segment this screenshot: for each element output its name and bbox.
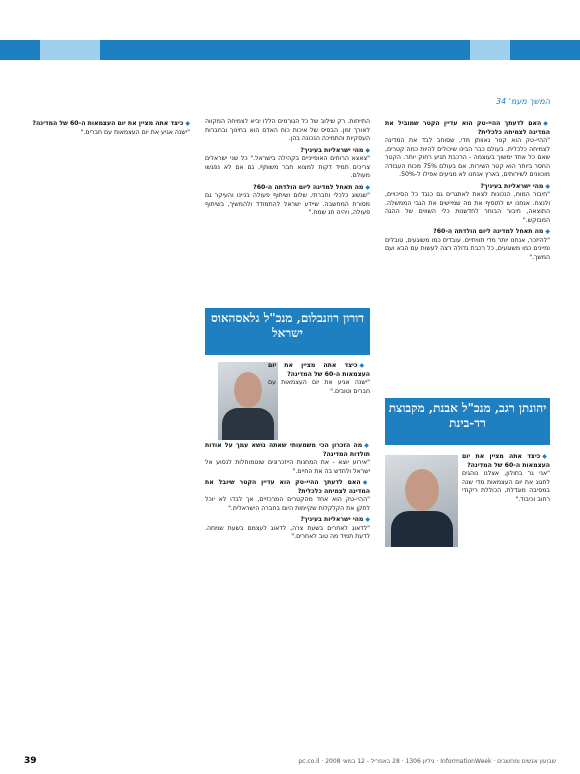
answer: "אירוע יוצא - את המחנות הייזכרונים שוטמוחלות לנסוע אל ישראל ולחדש בה את החיים." bbox=[205, 459, 370, 475]
far-left-column bbox=[25, 118, 190, 140]
right-column bbox=[385, 118, 550, 265]
question: ◆ האם לדעתך ההיי-טק הוא עדיין הקטר שמוביל את המדינה לצמיחה כלכלית? bbox=[385, 120, 550, 137]
question: ◆ כיצד אתה מציין את יום העצמאות ה-60 של המדינה? bbox=[268, 362, 370, 379]
question: ◆ מהי ישראליות בעיניך? bbox=[385, 183, 550, 192]
page-number: 39 bbox=[24, 756, 37, 766]
answer: "ישנה אגיע את יום העצמאות עם חברים." bbox=[80, 128, 190, 136]
answer: "להיזכר, אנחנו יותר מדי תוויתיים. עובדים כמו משוגעים, טובלים ומיינים כמו משוגעים, כל רכבת גדולה רצה לעשות עם הבא ועם המשך." bbox=[385, 236, 550, 261]
portrait-head bbox=[234, 372, 262, 408]
question: ◆ האם לדעתך ההיי-טק הוא עדיין הקטר שיובל את המדינה לצמיחה כלכלית? bbox=[205, 479, 370, 496]
portrait-body bbox=[222, 408, 274, 440]
answer: "ההיי-טק הוא קטר גאוותן מדי, שסוחב לבד את המדינה לצמיחה כלכלית. בעולם כבר הבינו שיכולים להיות כמה קטרים, שאם כל אחד ימשוך בעוצמה - הרכבת תגיע רחוק יותר. הקטר החסר ביותר הוא קטר השירות. אם בעולם 75% מכוח העבודה מוכוונים לשירותים, בארץ אנחנו לא מגיעים אפילו ל-50%. bbox=[385, 137, 550, 178]
profile-intro bbox=[268, 360, 370, 399]
top-bar-stripe bbox=[40, 40, 100, 60]
answer: "אני גר בחולון, אצלנו נוהגים לחגוג את יום העצמאות מדי שנה במסיבה מוגדלת, הכוללת ריקודי רחוב וכיבוד." bbox=[462, 470, 550, 503]
answer: "לדאוג לאחרים בשעת צרה, לדאוג לעצמם בשעת שמחה. לדעת תמיד מה טוב לאחרים." bbox=[205, 524, 370, 540]
answer: "ישנה אגיע את יום העצמאות עם חברים וטובים." bbox=[268, 379, 370, 395]
middle-column bbox=[205, 118, 370, 221]
answer: "שגשוג כלכלי וחברתי, שלום ושיתוף פעולה בניינו והעיקר גם מסורת המחשבה. שיידע ישראל להתמודד ולהמשיך, בשיתוף פעולה, ויהיה חג שמח." bbox=[205, 192, 370, 216]
portrait-body bbox=[391, 511, 453, 547]
portrait-photo bbox=[385, 455, 458, 547]
top-bar-stripe bbox=[470, 40, 510, 60]
question: ◆ כיצד אתה מציין את יום העצמאות ה-60 של המדינה? bbox=[25, 120, 190, 129]
profile-intro bbox=[462, 451, 550, 507]
portrait-head bbox=[405, 469, 439, 511]
top-color-bar bbox=[0, 40, 580, 60]
question: ◆ מה הזכרון הכי משמעותי שאתה נושא עמך על אודות תולדות המדינה? bbox=[205, 442, 370, 459]
footer-text: שבועון אנשים ומחשבים · InformationWeek · גיליון 1306 · 28 באפריל - 12 במאי 2008 · pc.co.il bbox=[298, 758, 556, 765]
answer: "חיבור המוח, הנכונות לצאת לאתגרים גם כנגד כל הסיכויים, ולנצח. אנחנו יש לתוסיף את מה שמיישים את הגבי הממשלה. התוצאה, חיבור הבוחר לחדשנות כלי השווים של ההגה המבוקש." bbox=[385, 191, 550, 224]
page-footer bbox=[24, 758, 556, 765]
question: ◆ מהי ישראליות בעיניך? bbox=[205, 147, 370, 156]
answer: "צאצא הרוחים האופייניים בקהילה בישראל." כל שני ישראלים צריכים תמיד דקות למצוא חבר משותף, גם אם לא נפגשו מעולם. bbox=[205, 155, 370, 179]
answer: "ההיי-טק הוא אחד מהקטרים המרכזיים, אך לבדו לא יוכל לתקן את הקלקלות שקיימות היום בחברה הישראלית." bbox=[205, 496, 370, 512]
profile-name-box: דורון רוזנבלום, מנכ"ל גלאסהאוס ישראל bbox=[205, 308, 370, 355]
body-text: התייחות. רק שילוב של כל הגורמים הללו יביא לצמיחה המקווה לאורך זמן. הבסיס של איכות כוח האדם הוא בחינוך ובחברות העסקיות והתמיכה הנכונה בהן. bbox=[205, 118, 370, 142]
question: ◆ מהי ישראליות בעיניך? bbox=[205, 516, 370, 525]
profile-name-box: יהונתן רגב, מנכ"ל אבנת, מקבוצת רד-בינת bbox=[385, 398, 550, 445]
left-column bbox=[205, 440, 370, 545]
question: ◆ מה תאחל למדינה ליום הולדתה ה-60? bbox=[385, 228, 550, 237]
question: ◆ מה תאחל למדינה ליום הולדתה ה-60? bbox=[205, 184, 370, 193]
running-head: המשך מעמ' 34 bbox=[496, 97, 550, 106]
question: ◆ כיצד אתה מציין את יום העצמאות ה-60 של המדינה? bbox=[462, 453, 550, 470]
